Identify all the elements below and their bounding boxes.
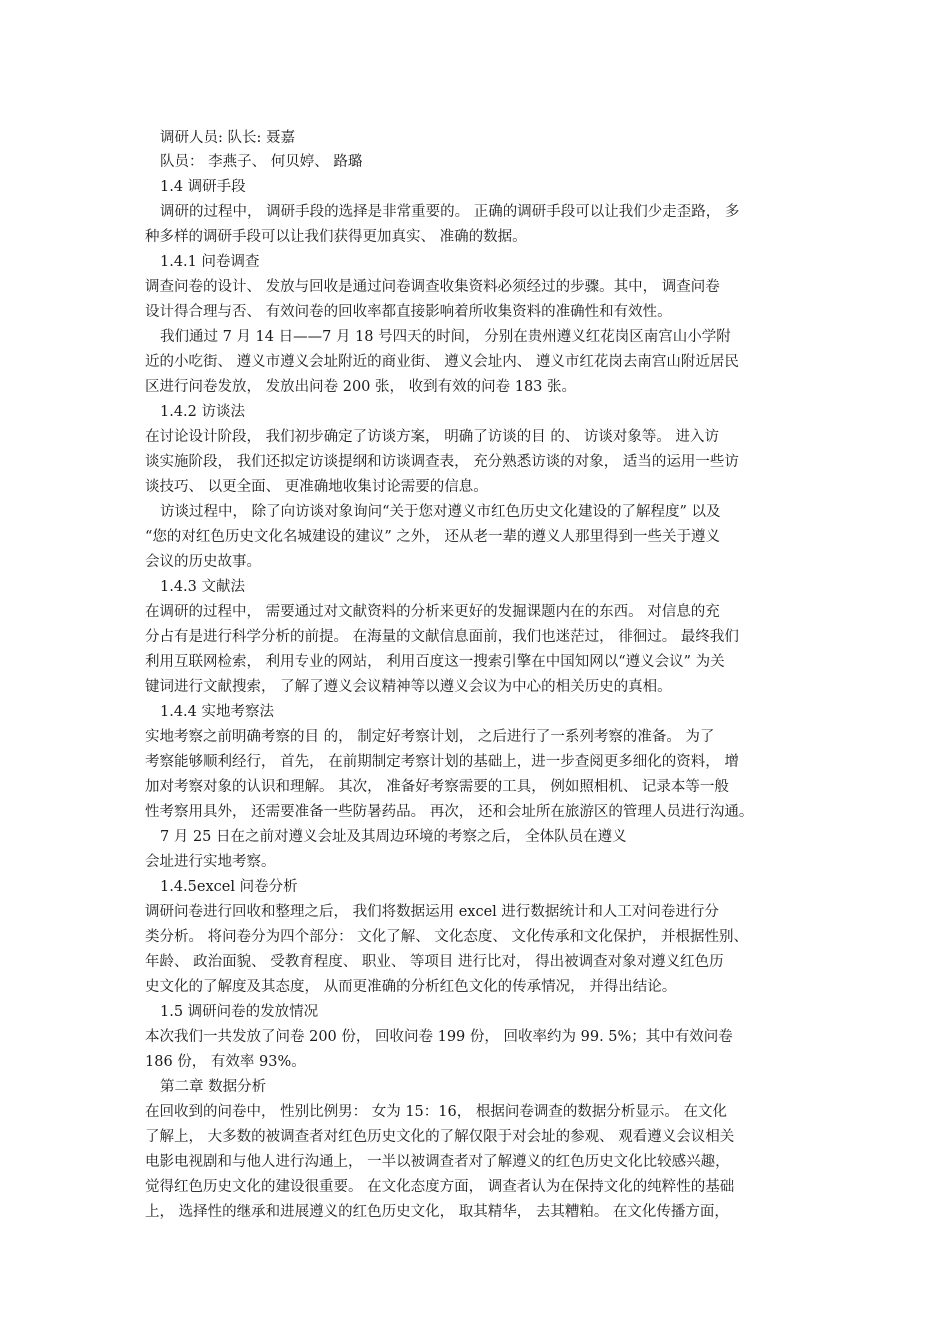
section-heading-1-4-4: 1.4.4 实地考察法 [160, 704, 275, 720]
paragraph-line: 调查问卷的设计、 发放与回收是通过问卷调查收集资料必须经过的步骤。其中， 调查问卷 [145, 279, 720, 295]
paragraph-line: 区进行问卷发放， 发放出问卷 200 张， 收到有效的问卷 183 张。 [145, 379, 577, 395]
paragraph-line: 谈实施阶段， 我们还拟定访谈提纲和访谈调查表， 充分熟悉访谈的对象， 适当的运用一些访 [145, 454, 739, 470]
paragraph-line: 类分析。 将问卷分为四个部分： 文化了解、 文化态度、 文化传承和文化保护， 并根据性别、 [145, 929, 749, 945]
chapter-heading-2: 第二章 数据分析 [160, 1079, 267, 1095]
paragraph-line: 访谈过程中， 除了向访谈对象询问“关于您对遵义市红色历史文化建设的了解程度” 以及 [160, 504, 721, 520]
paragraph-line: 会议的历史故事。 [145, 554, 261, 570]
paragraph-line: 考察能够顺利经行， 首先， 在前期制定考察计划的基础上，进一步查阅更多细化的资料， 增 [145, 754, 739, 770]
paragraph-line: 分占有是进行科学分析的前提。 在海量的文献信息面前，我们也迷茫过， 徘徊过。 最终我们 [145, 629, 739, 645]
paragraph-line: 7 月 25 日在之前对遵义会址及其周边环境的考察之后， 全体队员在遵义 [160, 829, 627, 845]
paragraph-line: 我们通过 7 月 14 日——7 月 18 号四天的时间， 分别在贵州遵义红花岗区南宫山小学附 [160, 329, 731, 345]
paragraph-line: 电影电视剧和与他人进行沟通上， 一半以被调查者对了解遵义的红色历史文化比较感兴趣， [145, 1154, 730, 1170]
paragraph-line: 性考察用具外， 还需要准备一些防暑药品。 再次， 还和会址所在旅游区的管理人员进行沟通。 [145, 804, 754, 820]
section-heading-1-4-2: 1.4.2 访谈法 [160, 404, 246, 420]
paragraph-line: 186 份， 有效率 93%。 [145, 1054, 306, 1070]
team-members-line: 队员： 李燕子、 何贝婷、 路璐 [160, 154, 363, 170]
section-heading-1-4-3: 1.4.3 文献法 [160, 579, 246, 595]
paragraph-line: 近的小吃街、 遵义市遵义会址附近的商业街、 遵义会址内、 遵义市红花岗去南宫山附近居民 [145, 354, 739, 370]
paragraph-line: 设计得合理与否、 有效问卷的回收率都直接影响着所收集资料的准确性和有效性。 [145, 304, 672, 320]
paragraph-line: 本次我们一共发放了问卷 200 份， 回收问卷 199 份， 回收率约为 99. 5%；其中有效问卷 [145, 1029, 733, 1045]
paragraph-line: 调研问卷进行回收和整理之后， 我们将数据运用 excel 进行数据统计和人工对问卷进行分 [145, 904, 719, 920]
paragraph-line: 史文化的了解度及其态度， 从而更准确的分析红色文化的传承情况， 并得出结论。 [145, 979, 677, 995]
paragraph-line: 上， 选择性的继承和进展遵义的红色历史文化， 取其精华， 去其糟粕。 在文化传播方面， [145, 1204, 729, 1220]
team-leader-line: 调研人员: 队长: 聂嘉 [160, 130, 295, 146]
paragraph-line: “您的对红色历史文化名城建设的建议” 之外， 还从老一辈的遵义人那里得到一些关于遵义 [145, 529, 721, 545]
section-heading-1-4-1: 1.4.1 问卷调查 [160, 254, 260, 270]
paragraph-line: 利用互联网检索， 利用专业的网站， 利用百度这一搜索引擎在中国知网以“遵义会议” 为关 [145, 654, 725, 670]
paragraph-line: 觉得红色历史文化的建设很重要。 在文化态度方面， 调查者认为在保持文化的纯粹性的基础 [145, 1179, 735, 1195]
paragraph-line: 加对考察对象的认识和理解。 其次， 准备好考察需要的工具， 例如照相机、 记录本等一般 [145, 779, 729, 795]
paragraph-line: 种多样的调研手段可以让我们获得更加真实、 准确的数据。 [145, 229, 527, 245]
paragraph-line: 年龄、 政治面貌、 受教育程度、 职业、 等项目 进行比对， 得出被调查对象对遵义红色历 [145, 954, 724, 970]
section-heading-1-5: 1.5 调研问卷的发放情况 [160, 1004, 319, 1020]
paragraph-line: 在回收到的问卷中， 性别比例男： 女为 15：16， 根据问卷调查的数据分析显示。 在文化 [145, 1104, 727, 1120]
section-heading-1-4-5: 1.4.5excel 问卷分析 [160, 879, 298, 895]
paragraph-line: 实地考察之前明确考察的目 的， 制定好考察计划， 之后进行了一系列考察的准备。 为了 [145, 729, 715, 745]
paragraph-line: 了解上， 大多数的被调查者对红色历史文化的了解仅限于对会址的参观、 观看遵义会议相关 [145, 1129, 735, 1145]
paragraph-line: 调研的过程中， 调研手段的选择是非常重要的。 正确的调研手段可以让我们少走歪路， 多 [160, 204, 740, 220]
paragraph-line: 会址进行实地考察。 [145, 854, 276, 870]
paragraph-line: 谈技巧、 以更全面、 更准确地收集讨论需要的信息。 [145, 479, 488, 495]
paragraph-line: 键词进行文献搜索， 了解了遵义会议精神等以遵义会议为中心的相关历史的真相。 [145, 679, 672, 695]
paragraph-line: 在讨论设计阶段， 我们初步确定了访谈方案， 明确了访谈的目 的、 访谈对象等。 进入访 [145, 429, 720, 445]
section-heading-1-4: 1.4 调研手段 [160, 179, 246, 195]
paragraph-line: 在调研的过程中， 需要通过对文献资料的分析来更好的发掘课题内在的东西。 对信息的充 [145, 604, 720, 620]
